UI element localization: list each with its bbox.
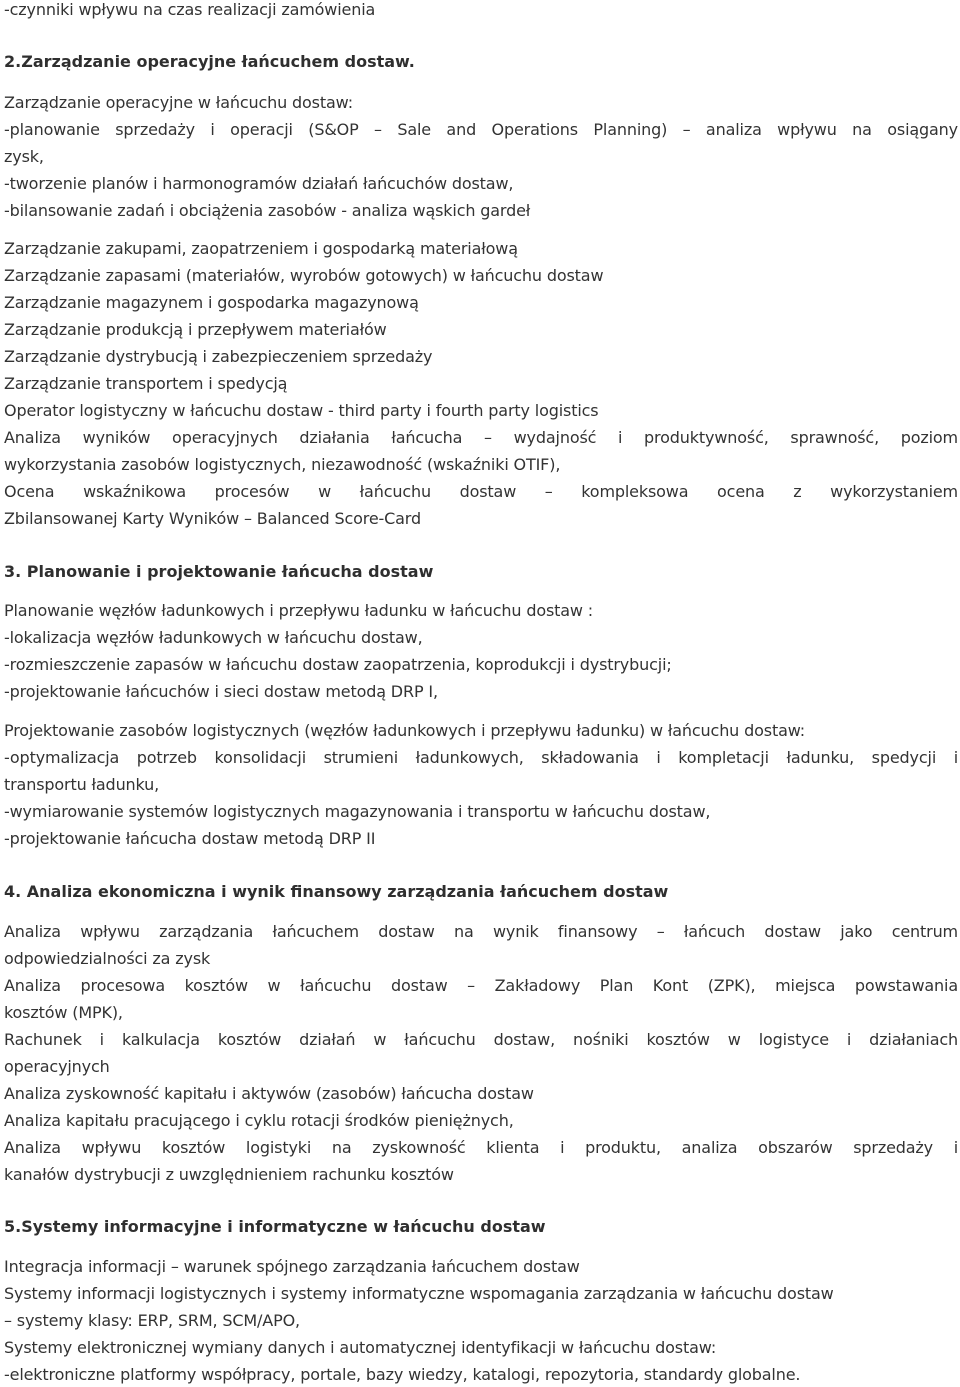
text-line: Operator logistyczny w łańcuchu dostaw - third party i fourth party logistics	[4, 401, 599, 420]
text-line: Zarządzanie transportem i spedycją	[4, 374, 288, 393]
text-line: Zarządzanie operacyjne w łańcuchu dostaw:	[4, 93, 353, 112]
text-line: Planowanie węzłów ładunkowych i przepływu ładunku w łańcuchu dostaw :	[4, 601, 594, 620]
text-line: odpowiedzialności za zysk	[4, 949, 211, 968]
text-line: Zarządzanie magazynem i gospodarka magazynową	[4, 293, 419, 312]
section-4-heading: 4. Analiza ekonomiczna i wynik finansowy zarządzania łańcuchem dostaw	[4, 882, 669, 901]
section-5-heading: 5.Systemy informacyjne i informatyczne w łańcuchu dostaw	[4, 1217, 546, 1236]
text-line: -projektowanie łańcuchów i sieci dostaw metodą DRP I,	[4, 682, 438, 701]
text-line: transportu ładunku,	[4, 775, 160, 794]
text-line: Zarządzanie zapasami (materiałów, wyrobów gotowych) w łańcuchu dostaw	[4, 266, 604, 285]
text-line: Systemy informacji logistycznych i systemy informatyczne wspomagania zarządzania w łańcuchu dostaw	[4, 1284, 834, 1303]
intro-line: -czynniki wpływu na czas realizacji zamówienia	[4, 0, 376, 19]
text-line: -lokalizacja węzłów ładunkowych w łańcuchu dostaw,	[4, 628, 423, 647]
text-line: kosztów (MPK),	[4, 1003, 123, 1022]
text-line: Zarządzanie dystrybucją i zabezpieczeniem sprzedaży	[4, 347, 433, 366]
text-line: Projektowanie zasobów logistycznych (węzłów ładunkowych i przepływu ładunku) w łańcuchu dostaw:	[4, 721, 806, 740]
text-line: Ocena wskaźnikowa procesów w łańcuchu dostaw – kompleksowa ocena z wykorzystaniem	[4, 482, 958, 501]
text-line: -rozmieszczenie zapasów w łańcuchu dostaw zaopatrzenia, koprodukcji i dystrybucji;	[4, 655, 672, 674]
text-line: kanałów dystrybucji z uwzględnieniem rachunku kosztów	[4, 1165, 454, 1184]
text-line: Systemy elektronicznej wymiany danych i automatycznej identyfikacji w łańcuchu dostaw:	[4, 1338, 717, 1357]
section-3-heading: 3. Planowanie i projektowanie łańcucha dostaw	[4, 562, 434, 581]
text-line: operacyjnych	[4, 1057, 110, 1076]
text-line: Analiza zyskowność kapitału i aktywów (zasobów) łańcucha dostaw	[4, 1084, 534, 1103]
text-line: Integracja informacji – warunek spójnego zarządzania łańcuchem dostaw	[4, 1257, 580, 1276]
section-2-heading: 2.Zarządzanie operacyjne łańcuchem dostaw.	[4, 52, 415, 71]
text-line: -bilansowanie zadań i obciążenia zasobów - analiza wąskich gardeł	[4, 201, 531, 220]
text-line: -elektroniczne platformy współpracy, portale, bazy wiedzy, katalogi, repozytoria, standardy globalne.	[4, 1365, 801, 1384]
text-line: wykorzystania zasobów logistycznych, niezawodność (wskaźniki OTIF),	[4, 455, 561, 474]
text-line: -optymalizacja potrzeb konsolidacji strumieni ładunkowych, składowania i kompletacji ładunku, spedycji i	[4, 748, 958, 767]
text-line: Zbilansowanej Karty Wyników – Balanced Score-Card	[4, 509, 421, 528]
text-line: Rachunek i kalkulacja kosztów działań w łańcuchu dostaw, nośniki kosztów w logistyce i działaniach	[4, 1030, 958, 1049]
text-line: Analiza wpływu kosztów logistyki na zyskowność klienta i produktu, analiza obszarów sprzedaży i	[4, 1138, 958, 1157]
text-line: Zarządzanie zakupami, zaopatrzeniem i gospodarką materiałową	[4, 239, 518, 258]
text-line: Analiza procesowa kosztów w łańcuchu dostaw – Zakładowy Plan Kont (ZPK), miejsca powstawania	[4, 976, 958, 995]
text-line: Analiza kapitału pracującego i cyklu rotacji środków pieniężnych,	[4, 1111, 514, 1130]
text-line: Zarządzanie produkcją i przepływem materiałów	[4, 320, 387, 339]
text-line: -planowanie sprzedaży i operacji (S&OP – Sale and Operations Planning) – analiza wpływu na osiągany	[4, 120, 958, 139]
text-line: Analiza wyników operacyjnych działania łańcucha – wydajność i produktywność, sprawność, poziom	[4, 428, 958, 447]
text-line: – systemy klasy: ERP, SRM, SCM/APO,	[4, 1311, 300, 1330]
text-line: -tworzenie planów i harmonogramów działań łańcuchów dostaw,	[4, 174, 514, 193]
text-line: -projektowanie łańcucha dostaw metodą DRP II	[4, 829, 376, 848]
text-line: -wymiarowanie systemów logistycznych magazynowania i transportu w łańcuchu dostaw,	[4, 802, 711, 821]
text-line: Analiza wpływu zarządzania łańcuchem dostaw na wynik finansowy – łańcuch dostaw jako centrum	[4, 922, 958, 941]
text-line: zysk,	[4, 147, 44, 166]
